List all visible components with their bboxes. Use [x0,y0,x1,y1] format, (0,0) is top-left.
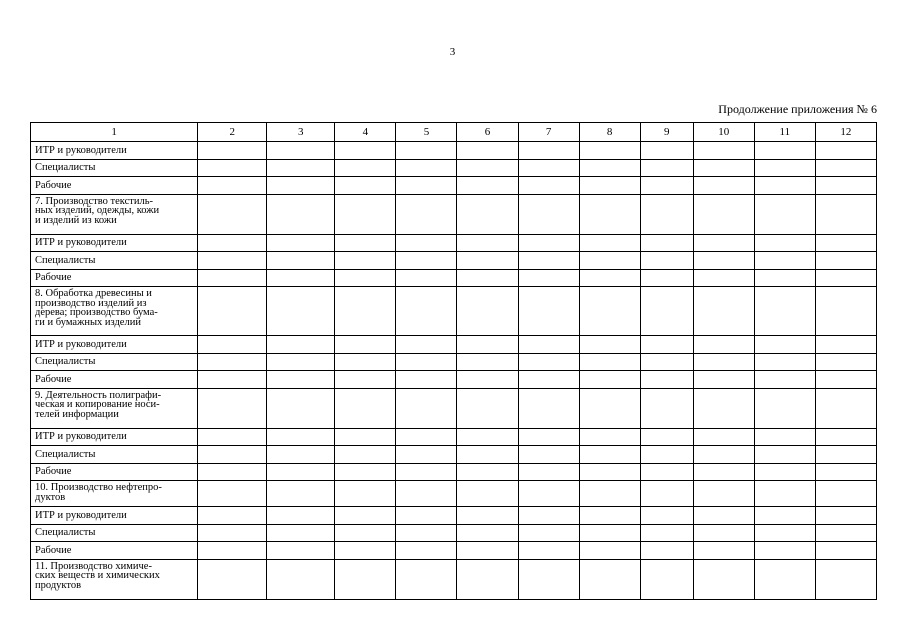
empty-cell[interactable] [457,177,518,195]
empty-cell[interactable] [754,142,815,160]
column-header: 4 [335,123,396,142]
empty-cell[interactable] [396,559,457,599]
empty-cell[interactable] [815,463,876,481]
empty-cell[interactable] [335,353,396,371]
empty-cell[interactable] [335,428,396,446]
empty-cell[interactable] [693,234,754,252]
empty-cell[interactable] [579,481,640,507]
table-header-row [31,123,877,142]
row-label: 11. Производство химиче- ских веществ и химических продуктов [31,559,198,599]
empty-cell[interactable] [267,524,335,542]
empty-cell[interactable] [815,524,876,542]
empty-cell[interactable] [518,559,579,599]
empty-cell[interactable] [579,428,640,446]
empty-cell[interactable] [815,142,876,160]
empty-cell[interactable] [335,287,396,336]
empty-cell[interactable] [754,234,815,252]
empty-cell[interactable] [579,542,640,560]
empty-cell[interactable] [693,481,754,507]
row-label: Специалисты [31,446,198,464]
empty-cell[interactable] [396,481,457,507]
empty-cell[interactable] [518,234,579,252]
empty-cell[interactable] [198,428,267,446]
empty-cell[interactable] [518,269,579,287]
empty-cell[interactable] [815,559,876,599]
empty-cell[interactable] [335,388,396,428]
category-row [31,463,877,481]
empty-cell[interactable] [518,177,579,195]
empty-cell[interactable] [198,159,267,177]
empty-cell[interactable] [693,287,754,336]
column-header: 8 [579,123,640,142]
empty-cell[interactable] [640,269,693,287]
empty-cell[interactable] [754,463,815,481]
empty-cell[interactable] [579,463,640,481]
empty-cell[interactable] [579,388,640,428]
empty-cell[interactable] [815,336,876,354]
empty-cell[interactable] [754,481,815,507]
empty-cell[interactable] [518,481,579,507]
column-header: 7 [518,123,579,142]
empty-cell[interactable] [457,463,518,481]
empty-cell[interactable] [335,194,396,234]
empty-cell[interactable] [396,194,457,234]
empty-cell[interactable] [640,481,693,507]
empty-cell[interactable] [754,287,815,336]
row-label: Рабочие [31,371,198,389]
empty-cell[interactable] [457,388,518,428]
empty-cell[interactable] [396,287,457,336]
data-table [30,122,877,600]
empty-cell[interactable] [640,463,693,481]
empty-cell[interactable] [579,269,640,287]
empty-cell[interactable] [579,336,640,354]
empty-cell[interactable] [198,177,267,195]
empty-cell[interactable] [640,446,693,464]
empty-cell[interactable] [518,159,579,177]
row-label: Специалисты [31,252,198,270]
empty-cell[interactable] [335,371,396,389]
empty-cell[interactable] [457,252,518,270]
empty-cell[interactable] [640,542,693,560]
empty-cell[interactable] [579,252,640,270]
empty-cell[interactable] [579,177,640,195]
category-row [31,177,877,195]
empty-cell[interactable] [396,388,457,428]
empty-cell[interactable] [198,371,267,389]
empty-cell[interactable] [267,371,335,389]
empty-cell[interactable] [457,142,518,160]
category-row [31,336,877,354]
empty-cell[interactable] [640,559,693,599]
empty-cell[interactable] [693,542,754,560]
empty-cell[interactable] [198,507,267,525]
empty-cell[interactable] [267,252,335,270]
empty-cell[interactable] [579,507,640,525]
empty-cell[interactable] [815,428,876,446]
empty-cell[interactable] [267,234,335,252]
section-row [31,481,877,507]
empty-cell[interactable] [693,428,754,446]
empty-cell[interactable] [335,336,396,354]
empty-cell[interactable] [457,353,518,371]
empty-cell[interactable] [640,159,693,177]
category-row [31,371,877,389]
row-label: ИТР и руководители [31,142,198,160]
empty-cell[interactable] [815,234,876,252]
empty-cell[interactable] [335,234,396,252]
empty-cell[interactable] [754,446,815,464]
empty-cell[interactable] [693,177,754,195]
empty-cell[interactable] [640,287,693,336]
empty-cell[interactable] [518,524,579,542]
empty-cell[interactable] [815,252,876,270]
empty-cell[interactable] [815,446,876,464]
row-label: ИТР и руководители [31,234,198,252]
row-label: Рабочие [31,177,198,195]
empty-cell[interactable] [457,481,518,507]
category-row [31,269,877,287]
row-label: 8. Обработка древесины и производство изделий из дерева; производство бума- ги и бумажных изделий [31,287,198,336]
empty-cell[interactable] [335,252,396,270]
empty-cell[interactable] [198,481,267,507]
empty-cell[interactable] [335,559,396,599]
empty-cell[interactable] [396,353,457,371]
section-row [31,388,877,428]
empty-cell[interactable] [457,559,518,599]
empty-cell[interactable] [396,542,457,560]
category-row [31,507,877,525]
empty-cell[interactable] [267,142,335,160]
empty-cell[interactable] [396,524,457,542]
empty-cell[interactable] [335,507,396,525]
empty-cell[interactable] [754,353,815,371]
empty-cell[interactable] [396,371,457,389]
row-label: Специалисты [31,524,198,542]
empty-cell[interactable] [815,353,876,371]
empty-cell[interactable] [640,252,693,270]
empty-cell[interactable] [640,524,693,542]
empty-cell[interactable] [815,177,876,195]
empty-cell[interactable] [754,388,815,428]
column-header: 9 [640,123,693,142]
column-header: 5 [396,123,457,142]
empty-cell[interactable] [815,481,876,507]
empty-cell[interactable] [518,371,579,389]
empty-cell[interactable] [754,269,815,287]
row-label: ИТР и руководители [31,336,198,354]
column-header: 12 [815,123,876,142]
empty-cell[interactable] [693,463,754,481]
empty-cell[interactable] [396,252,457,270]
section-row [31,559,877,599]
empty-cell[interactable] [396,446,457,464]
row-label: 10. Производство нефтепро- дуктов [31,481,198,507]
empty-cell[interactable] [335,177,396,195]
empty-cell[interactable] [693,336,754,354]
row-label: 7. Производство текстиль- ных изделий, одежды, кожи и изделий из кожи [31,194,198,234]
row-label: Рабочие [31,269,198,287]
category-row [31,234,877,252]
empty-cell[interactable] [815,507,876,525]
empty-cell[interactable] [815,388,876,428]
empty-cell[interactable] [754,507,815,525]
empty-cell[interactable] [267,194,335,234]
empty-cell[interactable] [693,142,754,160]
empty-cell[interactable] [457,542,518,560]
empty-cell[interactable] [335,269,396,287]
empty-cell[interactable] [335,463,396,481]
empty-cell[interactable] [457,428,518,446]
continuation-title: Продолжение приложения № 6 [718,102,877,116]
column-header: 3 [267,123,335,142]
empty-cell[interactable] [457,507,518,525]
row-label: 9. Деятельность полиграфи- ческая и копирование носи- телей информации [31,388,198,428]
empty-cell[interactable] [640,142,693,160]
empty-cell[interactable] [457,159,518,177]
empty-cell[interactable] [518,388,579,428]
empty-cell[interactable] [396,428,457,446]
empty-cell[interactable] [518,428,579,446]
empty-cell[interactable] [579,287,640,336]
empty-cell[interactable] [267,481,335,507]
empty-cell[interactable] [267,446,335,464]
empty-cell[interactable] [396,463,457,481]
empty-cell[interactable] [457,287,518,336]
empty-cell[interactable] [693,371,754,389]
empty-cell[interactable] [640,194,693,234]
empty-cell[interactable] [518,353,579,371]
empty-cell[interactable] [267,159,335,177]
row-label: ИТР и руководители [31,507,198,525]
empty-cell[interactable] [579,524,640,542]
empty-cell[interactable] [457,336,518,354]
empty-cell[interactable] [579,353,640,371]
empty-cell[interactable] [640,336,693,354]
empty-cell[interactable] [640,371,693,389]
empty-cell[interactable] [693,353,754,371]
empty-cell[interactable] [754,159,815,177]
empty-cell[interactable] [579,159,640,177]
empty-cell[interactable] [198,194,267,234]
empty-cell[interactable] [815,269,876,287]
empty-cell[interactable] [693,507,754,525]
category-row [31,252,877,270]
empty-cell[interactable] [640,353,693,371]
column-header: 2 [198,123,267,142]
empty-cell[interactable] [198,463,267,481]
column-header: 10 [693,123,754,142]
empty-cell[interactable] [396,177,457,195]
empty-cell[interactable] [396,159,457,177]
empty-cell[interactable] [457,524,518,542]
empty-cell[interactable] [518,336,579,354]
empty-cell[interactable] [518,252,579,270]
column-header: 1 [31,123,198,142]
empty-cell[interactable] [693,194,754,234]
category-row [31,446,877,464]
column-header: 6 [457,123,518,142]
row-label: Рабочие [31,542,198,560]
empty-cell[interactable] [518,542,579,560]
empty-cell[interactable] [267,287,335,336]
empty-cell[interactable] [457,446,518,464]
empty-cell[interactable] [754,194,815,234]
empty-cell[interactable] [267,542,335,560]
empty-cell[interactable] [693,269,754,287]
page-number: 3 [449,46,456,58]
empty-cell[interactable] [198,542,267,560]
empty-cell[interactable] [815,287,876,336]
empty-cell[interactable] [693,252,754,270]
empty-cell[interactable] [579,446,640,464]
empty-cell[interactable] [267,177,335,195]
empty-cell[interactable] [579,142,640,160]
empty-cell[interactable] [396,234,457,252]
empty-cell[interactable] [198,559,267,599]
empty-cell[interactable] [640,234,693,252]
empty-cell[interactable] [754,336,815,354]
category-row [31,428,877,446]
empty-cell[interactable] [396,336,457,354]
empty-cell[interactable] [198,353,267,371]
empty-cell[interactable] [754,177,815,195]
empty-cell[interactable] [267,353,335,371]
category-row [31,353,877,371]
empty-cell[interactable] [640,177,693,195]
empty-cell[interactable] [267,388,335,428]
empty-cell[interactable] [693,388,754,428]
empty-cell[interactable] [579,371,640,389]
empty-cell[interactable] [198,234,267,252]
empty-cell[interactable] [815,194,876,234]
empty-cell[interactable] [457,234,518,252]
empty-cell[interactable] [640,507,693,525]
row-label: Рабочие [31,463,198,481]
category-row [31,142,877,160]
empty-cell[interactable] [579,559,640,599]
empty-cell[interactable] [815,159,876,177]
empty-cell[interactable] [754,252,815,270]
section-row [31,287,877,336]
empty-cell[interactable] [579,234,640,252]
empty-cell[interactable] [518,463,579,481]
empty-cell[interactable] [267,463,335,481]
empty-cell[interactable] [754,371,815,389]
empty-cell[interactable] [518,446,579,464]
empty-cell[interactable] [198,446,267,464]
empty-cell[interactable] [198,336,267,354]
empty-cell[interactable] [754,524,815,542]
empty-cell[interactable] [198,388,267,428]
empty-cell[interactable] [457,269,518,287]
empty-cell[interactable] [198,252,267,270]
empty-cell[interactable] [815,371,876,389]
empty-cell[interactable] [267,559,335,599]
empty-cell[interactable] [335,142,396,160]
category-row [31,524,877,542]
empty-cell[interactable] [457,194,518,234]
empty-cell[interactable] [335,542,396,560]
empty-cell[interactable] [198,142,267,160]
category-row [31,159,877,177]
empty-cell[interactable] [335,446,396,464]
empty-cell[interactable] [518,194,579,234]
empty-cell[interactable] [640,388,693,428]
empty-cell[interactable] [518,507,579,525]
empty-cell[interactable] [198,287,267,336]
empty-cell[interactable] [396,269,457,287]
empty-cell[interactable] [198,269,267,287]
empty-cell[interactable] [267,269,335,287]
empty-cell[interactable] [335,159,396,177]
empty-cell[interactable] [518,287,579,336]
empty-cell[interactable] [267,336,335,354]
column-header: 11 [754,123,815,142]
row-label: Специалисты [31,159,198,177]
category-row [31,542,877,560]
empty-cell[interactable] [693,524,754,542]
row-label: Специалисты [31,353,198,371]
empty-cell[interactable] [335,524,396,542]
empty-cell[interactable] [815,542,876,560]
empty-cell[interactable] [396,507,457,525]
empty-cell[interactable] [457,371,518,389]
empty-cell[interactable] [267,428,335,446]
section-row [31,194,877,234]
empty-cell[interactable] [396,142,457,160]
empty-cell[interactable] [693,446,754,464]
empty-cell[interactable] [693,559,754,599]
empty-cell[interactable] [693,159,754,177]
empty-cell[interactable] [518,142,579,160]
empty-cell[interactable] [754,559,815,599]
empty-cell[interactable] [640,428,693,446]
empty-cell[interactable] [579,194,640,234]
empty-cell[interactable] [754,428,815,446]
empty-cell[interactable] [198,524,267,542]
row-label: ИТР и руководители [31,428,198,446]
empty-cell[interactable] [267,507,335,525]
empty-cell[interactable] [754,542,815,560]
empty-cell[interactable] [335,481,396,507]
